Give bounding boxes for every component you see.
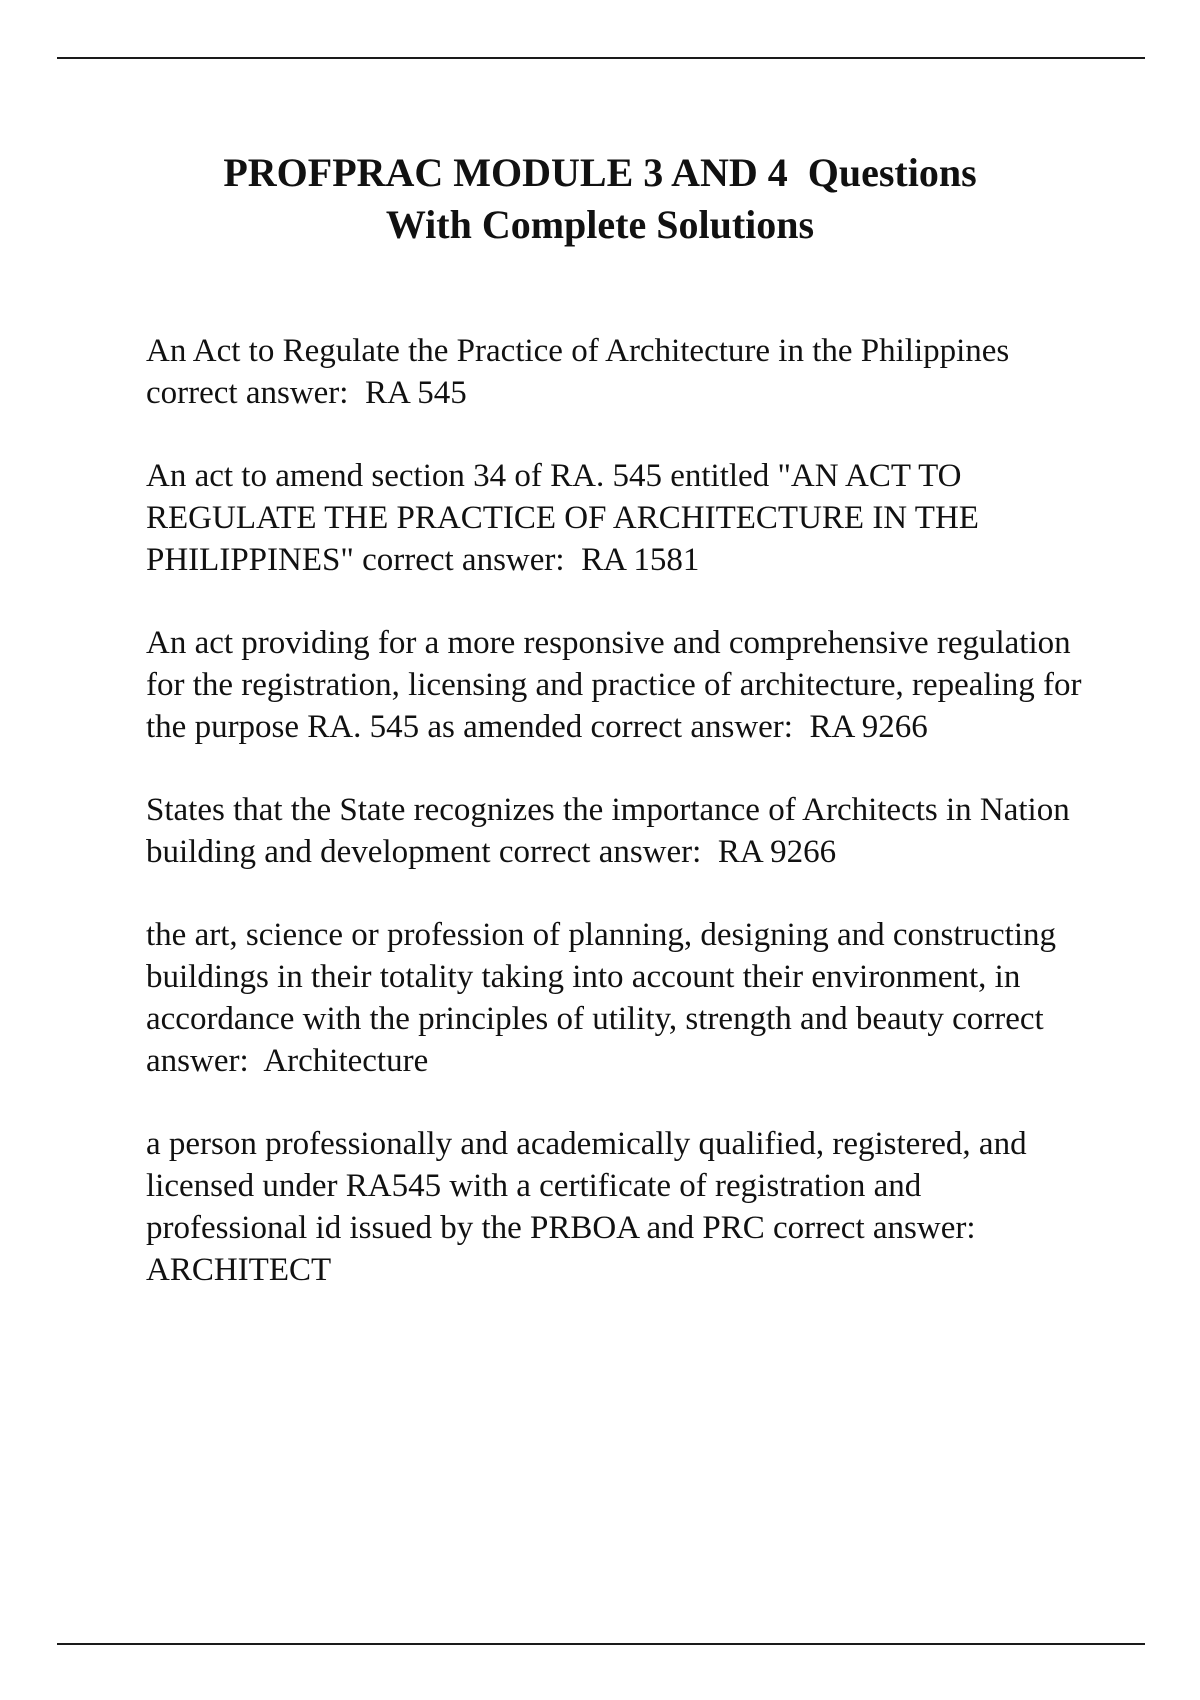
- qa-item: [146, 622, 1086, 748]
- answer-text: RA 545: [364, 375, 467, 411]
- answer-text: Architecture: [263, 1043, 429, 1079]
- answer-label: correct answer:: [498, 834, 702, 870]
- answer-text: RA 9266: [717, 834, 837, 870]
- question-text: An act to amend section 34 of RA. 545 entitled "AN ACT TO REGULATE THE PRACTICE OF ARCHITECTURE IN THE PHILIPPINES": [146, 458, 979, 578]
- answer-label: correct answer:: [146, 1001, 1044, 1079]
- question-text: the art, science or profession of planning, designing and constructing buildings in their totality taking into account their environment, in accordance with the principles of utility, strength and beauty: [146, 917, 1057, 1037]
- answer-label: correct answer:: [146, 375, 349, 411]
- page-title: PROFPRAC MODULE 3 AND 4 Questions With Complete Solutions: [223, 150, 977, 247]
- question-text: States that the State recognizes the importance of Architects in Nation building and development: [146, 792, 1070, 870]
- question-text: a person professionally and academically qualified, registered, and licensed under RA545 with a certificate of registration and professional id issued by the PRBOA and PRC: [146, 1126, 1027, 1246]
- top-rule: [57, 57, 1145, 59]
- qa-item: [146, 914, 1086, 1082]
- qa-item: [146, 1123, 1086, 1291]
- qa-list: [146, 330, 1086, 1332]
- question-text: An Act to Regulate the Practice of Architecture in the Philippines: [146, 333, 1010, 369]
- answer-label: correct answer:: [590, 709, 793, 745]
- question-text: An act providing for a more responsive and comprehensive regulation for the registration, licensing and practice of architecture, repealing for the purpose RA. 545 as amended: [146, 625, 1082, 745]
- qa-item: [146, 455, 1086, 581]
- bottom-rule: [57, 1643, 1145, 1645]
- answer-text: RA 1581: [581, 542, 700, 578]
- answer-label: correct answer:: [362, 542, 565, 578]
- answer-text: RA 9266: [809, 709, 928, 745]
- answer-text: ARCHITECT: [146, 1252, 332, 1288]
- answer-label: correct answer:: [773, 1210, 976, 1246]
- qa-item: [146, 330, 1086, 414]
- qa-item: [146, 789, 1086, 873]
